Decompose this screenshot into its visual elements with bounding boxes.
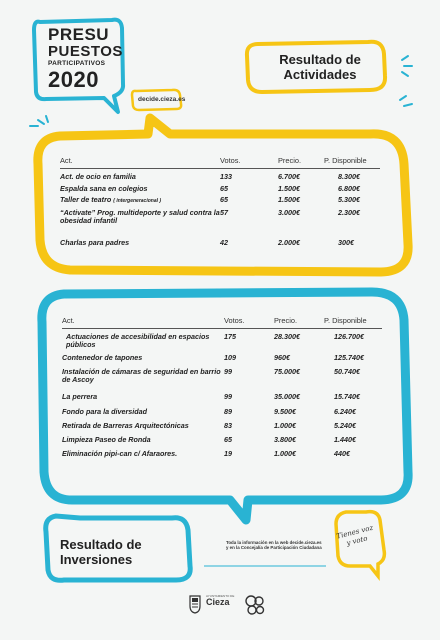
row-name: Instalación de cámaras de seguridad en barrio de Ascoy	[62, 367, 221, 384]
row-available: 15.740€	[334, 392, 360, 401]
row-price: 9.500€	[274, 407, 296, 416]
table-row	[60, 169, 380, 182]
actividades-heading: Resultado de Actividades	[279, 52, 361, 82]
row-votes: 133	[220, 172, 232, 181]
col-header-price: Precio.	[274, 316, 298, 325]
table-row	[62, 349, 382, 362]
table-row	[62, 444, 382, 458]
table-row	[60, 225, 380, 247]
actividades-table	[60, 156, 380, 247]
row-votes: 83	[224, 421, 232, 430]
row-votes: 65	[224, 435, 232, 444]
row-name: Eliminación pipi-can c/ Afaraores.	[62, 449, 178, 458]
row-votes: 99	[224, 392, 232, 401]
row-name-cell	[60, 193, 220, 205]
town-name: Cieza	[206, 597, 230, 607]
spark-mark	[30, 116, 48, 126]
col-header-votes: Votos.	[220, 156, 241, 165]
row-name: La perrera	[62, 392, 98, 401]
handwritten-slogan: Tienes voz y voto	[335, 523, 374, 548]
row-name: Limpieza Paseo de Ronda	[62, 435, 151, 444]
col-header-votes: Votos.	[224, 316, 245, 325]
row-votes: 65	[220, 195, 228, 204]
row-name: Contenedor de tapones	[62, 353, 143, 362]
col-header-act: Act.	[60, 156, 73, 165]
table-row	[60, 205, 380, 225]
logo-year: 2020	[48, 66, 99, 92]
table-row	[62, 416, 382, 430]
row-price: 75.000€	[274, 367, 300, 376]
row-price: 3.000€	[278, 208, 300, 217]
row-name: Actuaciones de accesibilidad en espacios públicos	[66, 332, 210, 349]
row-votes: 175	[224, 332, 236, 341]
row-price: 2.000€	[278, 238, 300, 247]
logo-line-2: PUESTOS	[48, 43, 123, 60]
spark-mark	[400, 96, 412, 106]
town-crest-icon	[188, 594, 202, 614]
table-header-row	[62, 316, 382, 329]
row-votes: 89	[224, 407, 232, 416]
row-available: 6.800€	[338, 184, 360, 193]
row-votes: 109	[224, 353, 236, 362]
logo-line-1: PRESU	[48, 25, 110, 44]
row-available: 300€	[338, 238, 354, 247]
row-votes: 99	[224, 367, 232, 376]
row-name: Espalda sana en colegios	[60, 184, 148, 193]
row-price: 6.700€	[278, 172, 300, 181]
row-price: 1.000€	[274, 421, 296, 430]
row-available: 5.300€	[338, 195, 360, 204]
row-votes: 19	[224, 449, 232, 458]
row-available: 126.700€	[334, 332, 364, 341]
col-header-act: Act.	[62, 316, 75, 325]
col-header-price: Precio.	[278, 156, 302, 165]
row-votes: 57	[220, 208, 228, 217]
row-name: Act. de ocio en familia	[60, 172, 136, 181]
table-row	[62, 329, 382, 350]
row-available: 50.740€	[334, 367, 360, 376]
inversiones-heading: Resultado de Inversiones	[60, 537, 142, 567]
row-price: 35.000€	[274, 392, 300, 401]
row-available: 5.240€	[334, 421, 356, 430]
table-row	[60, 193, 380, 205]
table-row	[62, 384, 382, 401]
town-prefix: AYUNTAMIENTO DE	[206, 594, 235, 598]
table-header-row	[60, 156, 380, 169]
row-name-note: ( intergeneracional )	[113, 198, 162, 204]
table-row	[62, 362, 382, 384]
logo-title	[48, 26, 123, 91]
row-name: Retirada de Barreras Arquitectónicas	[62, 421, 189, 430]
info-text: Toda la información en la web decide.cieza.es y en la Concejalía de Participación Ciudadana	[226, 540, 322, 551]
col-header-available: P. Disponible	[324, 156, 367, 165]
participation-logo-icon	[244, 594, 266, 616]
inversiones-table	[62, 316, 382, 458]
row-available: 6.240€	[334, 407, 356, 416]
table-row	[62, 430, 382, 444]
row-available: 1.440€	[334, 435, 356, 444]
row-available: 2.300€	[338, 208, 360, 217]
row-name: “Activate” Prog. multideporte y salud contra la obesidad infantil	[60, 208, 220, 225]
row-available: 125.740€	[334, 353, 364, 362]
row-name: Charlas para padres	[60, 238, 130, 247]
row-price: 3.800€	[274, 435, 296, 444]
row-available: 440€	[334, 449, 350, 458]
row-name: Taller de teatro	[60, 195, 112, 204]
logo-url[interactable]: decide.cieza.es	[138, 96, 186, 103]
spark-mark	[402, 56, 412, 76]
row-available: 8.300€	[338, 172, 360, 181]
col-header-available: P. Disponible	[324, 316, 367, 325]
row-votes: 65	[220, 184, 228, 193]
logo-line-3: PARTICIPATIVOS	[48, 60, 106, 67]
table-row	[60, 181, 380, 193]
row-price: 28.300€	[274, 332, 300, 341]
table-row	[62, 401, 382, 416]
row-votes: 42	[220, 238, 228, 247]
row-price: 960€	[274, 353, 290, 362]
row-price: 1.000€	[274, 449, 296, 458]
row-name: Fondo para la diversidad	[62, 407, 148, 416]
row-price: 1.500€	[278, 195, 300, 204]
row-price: 1.500€	[278, 184, 300, 193]
